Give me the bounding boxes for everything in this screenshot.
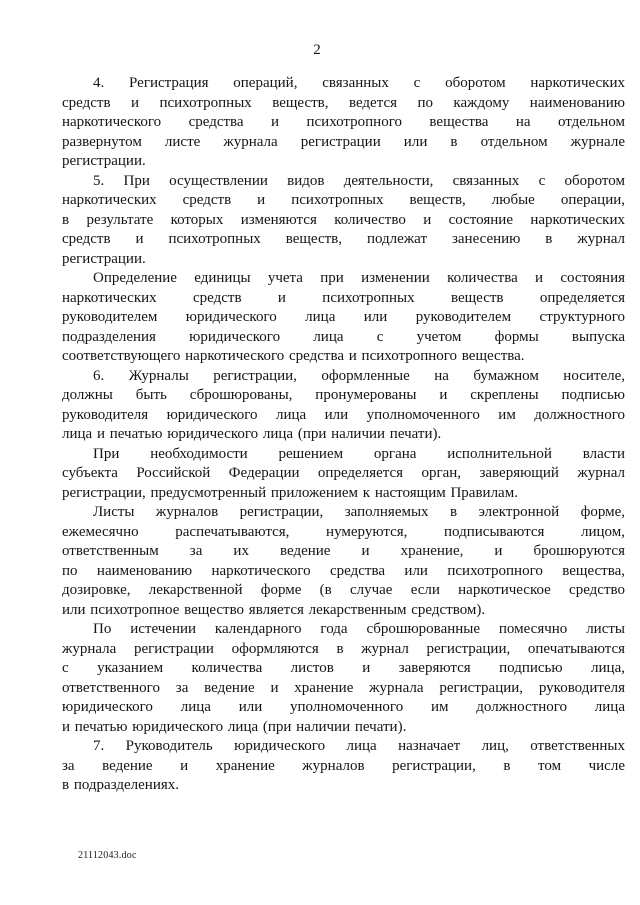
paragraph bbox=[62, 445, 625, 504]
text-line: юридического лица или уполномоченного им должностного лица bbox=[62, 699, 625, 715]
text-line: в результате которых изменяются количество и состояние наркотических bbox=[62, 211, 625, 228]
text-line: журнала регистрации оформляются в журнал регистрации, опечатываются bbox=[62, 640, 625, 657]
text-line: субъекта Российской Федерации определяется орган, заверяющий журнал bbox=[62, 465, 625, 481]
text-line: наркотических средств и психотропных веществ определяется bbox=[62, 289, 625, 306]
text-line: регистрации. bbox=[62, 153, 146, 169]
text-line: наркотического средства и психотропного вещества на отдельном bbox=[62, 114, 625, 130]
text-line: регистрации, предусмотренный приложением к настоящим Правилам. bbox=[62, 484, 518, 501]
text-line: 5. При осуществлении видов деятельности, связанных с оборотом bbox=[93, 172, 625, 189]
paragraph bbox=[62, 620, 625, 737]
paragraph bbox=[62, 737, 625, 796]
text-line: лица и печатью юридического лица (при наличии печати). bbox=[62, 426, 442, 442]
text-line: средств и психотропных веществ, ведется по каждому наименованию bbox=[62, 94, 625, 111]
text-line: По истечении календарного года сброшюрованные помесячно листы bbox=[93, 621, 625, 637]
text-line: При необходимости решением органа исполнительной власти bbox=[93, 445, 625, 462]
text-line: с указанием количества листов и заверяются подписью лица, bbox=[62, 660, 625, 676]
text-line: по наименованию наркотического средства или психотропного вещества, bbox=[62, 562, 625, 579]
paragraph bbox=[62, 172, 625, 270]
text-line: ответственным за их ведение и хранение, и брошюруются bbox=[62, 543, 625, 559]
text-line: и печатью юридического лица (при наличии печати). bbox=[62, 718, 407, 735]
text-line: развернутом листе журнала регистрации или в отдельном журнале bbox=[62, 133, 625, 150]
text-line: регистрации. bbox=[62, 250, 146, 267]
paragraph bbox=[62, 503, 625, 620]
text-line: руководителем юридического лица или руководителем структурного bbox=[62, 309, 625, 325]
text-line: Определение единицы учета при изменении количества и состояния bbox=[93, 270, 625, 286]
text-line: в подразделениях. bbox=[62, 777, 180, 793]
text-line: руководителя юридического лица или уполномоченного им должностного bbox=[62, 406, 625, 423]
text-line: за ведение и хранение журналов регистрации, в том числе bbox=[62, 757, 625, 774]
text-line: соответствующего наркотического средства и психотропного вещества. bbox=[62, 348, 525, 364]
text-line: 6. Журналы регистрации, оформленные на бумажном носителе, bbox=[93, 367, 625, 384]
text-line: должны быть сброшюрованы, пронумерованы и скреплены подписью bbox=[62, 387, 625, 403]
text-line: подразделения юридического лица с учетом формы выпуска bbox=[62, 328, 625, 345]
paragraph bbox=[62, 367, 625, 445]
text-line: ежемесячно распечатываются, нумеруются, подписываются лицом, bbox=[62, 523, 625, 540]
text-line: 7. Руководитель юридического лица назначает лиц, ответственных bbox=[93, 738, 625, 754]
paragraph bbox=[62, 269, 625, 367]
text-line: дозировке, лекарственной форме (в случае если наркотическое средство bbox=[62, 582, 625, 598]
text-line: или психотропное вещество является лекарственным средством). bbox=[62, 601, 486, 618]
text-line: средств и психотропных веществ, подлежат занесению в журнал bbox=[62, 231, 625, 247]
footer-filename: 21112043.doc bbox=[78, 850, 137, 861]
text-line: Листы журналов регистрации, заполняемых в электронной форме, bbox=[93, 504, 625, 520]
text-line: ответственного за ведение и хранение журнала регистрации, руководителя bbox=[62, 679, 625, 696]
page-number: 2 bbox=[313, 42, 321, 58]
text-line: наркотических средств и психотропных веществ, любые операции, bbox=[62, 192, 625, 208]
paragraph bbox=[62, 74, 625, 172]
text-line: 4. Регистрация операций, связанных с оборотом наркотических bbox=[93, 75, 625, 91]
document-body bbox=[62, 74, 625, 796]
